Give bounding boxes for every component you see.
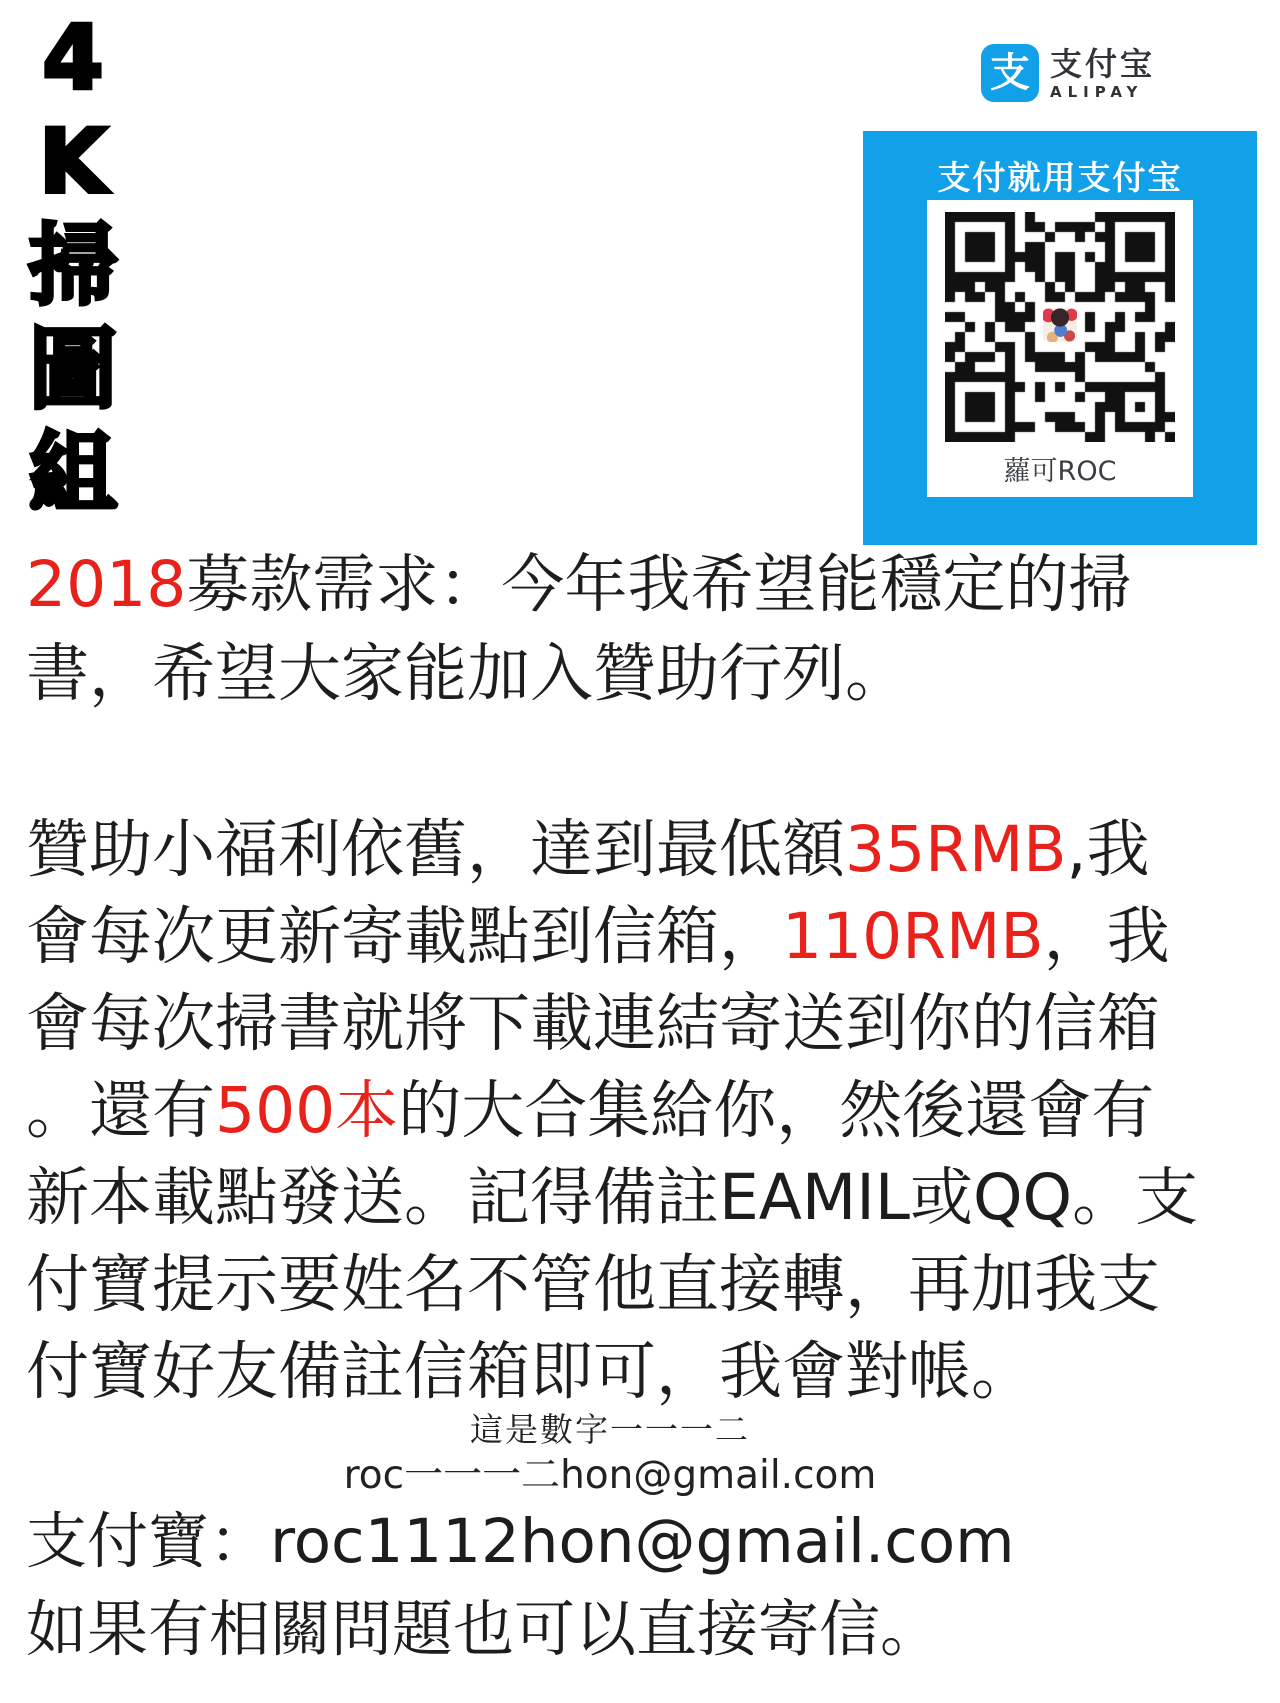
- body-text: 贊助小福利依舊，達到最低額: [26, 813, 845, 886]
- body-text: ，我: [1043, 900, 1170, 973]
- highlight-red-text: 500本: [215, 1074, 399, 1147]
- qr-center-avatar: [1041, 306, 1079, 344]
- vertical-title-char: 圖: [28, 318, 117, 421]
- alipay-icon-glyph: 支: [990, 50, 1030, 96]
- highlight-red-text: 35RMB: [845, 813, 1067, 886]
- alipay-account-line: 支付寶：roc1112hon@gmail.com: [26, 1506, 1015, 1577]
- body-text: ,我: [1066, 813, 1150, 886]
- text-line: [26, 540, 1131, 629]
- text-line: [26, 1067, 1198, 1154]
- vertical-title-char: 組: [28, 422, 117, 525]
- vertical-title-char: 掃: [28, 214, 117, 317]
- footnote-digits-hint: 這是數字一一一二: [470, 1410, 750, 1449]
- alipay-qr-card: [863, 131, 1257, 545]
- body-text: 的大合集給你，然後還會有: [398, 1074, 1155, 1147]
- vertical-title-char: K: [38, 110, 108, 213]
- text-line: [26, 1241, 1198, 1328]
- body-text: 付寶提示要姓名不管他直接轉，再加我支: [26, 1248, 1160, 1321]
- text-line: [26, 980, 1198, 1067]
- vertical-title-char: 4: [42, 6, 104, 109]
- contact-line: 如果有相關問題也可以直接寄信。: [26, 1594, 942, 1665]
- highlight-red-text: 110RMB: [782, 900, 1044, 973]
- body-text: 付寶好友備註信箱即可，我會對帳。: [26, 1335, 1034, 1408]
- paragraph-details: [26, 806, 1198, 1415]
- alipay-logo: [981, 44, 1155, 102]
- body-text: 會每次更新寄載點到信箱，: [26, 900, 782, 973]
- vertical-title: [20, 6, 126, 526]
- text-line: [26, 1154, 1198, 1241]
- text-line: [26, 806, 1198, 893]
- alipay-icon: [981, 44, 1039, 102]
- body-text: 募款需求：今年我希望能穩定的掃: [186, 548, 1132, 621]
- footnote: [0, 1408, 1220, 1500]
- footnote-email-handwritten: roc一一一二hon@gmail.com: [343, 1453, 877, 1498]
- qr-card-header: 支付就用支付宝: [937, 158, 1183, 197]
- alipay-name-cn: 支付宝: [1050, 44, 1156, 83]
- body-text: 書，希望大家能加入贊助行列。: [26, 637, 908, 710]
- paragraph-intro: [26, 540, 1131, 718]
- text-line: [26, 893, 1198, 980]
- body-text: 。還有: [26, 1074, 215, 1147]
- body-text: 會每次掃書就將下載連結寄送到你的信箱: [26, 987, 1160, 1060]
- text-line: [26, 629, 1131, 718]
- qr-account-label: 蘿可ROC: [1003, 456, 1117, 487]
- text-line: [26, 1328, 1198, 1415]
- qr-panel: [927, 200, 1193, 497]
- alipay-wordmark: [1050, 44, 1156, 101]
- highlight-red-text: 2018: [26, 548, 187, 621]
- body-text: 新本載點發送。記得備註EAMIL或QQ。支: [26, 1161, 1199, 1234]
- footer: [26, 1498, 1015, 1674]
- alipay-name-en: ALIPAY: [1050, 82, 1144, 101]
